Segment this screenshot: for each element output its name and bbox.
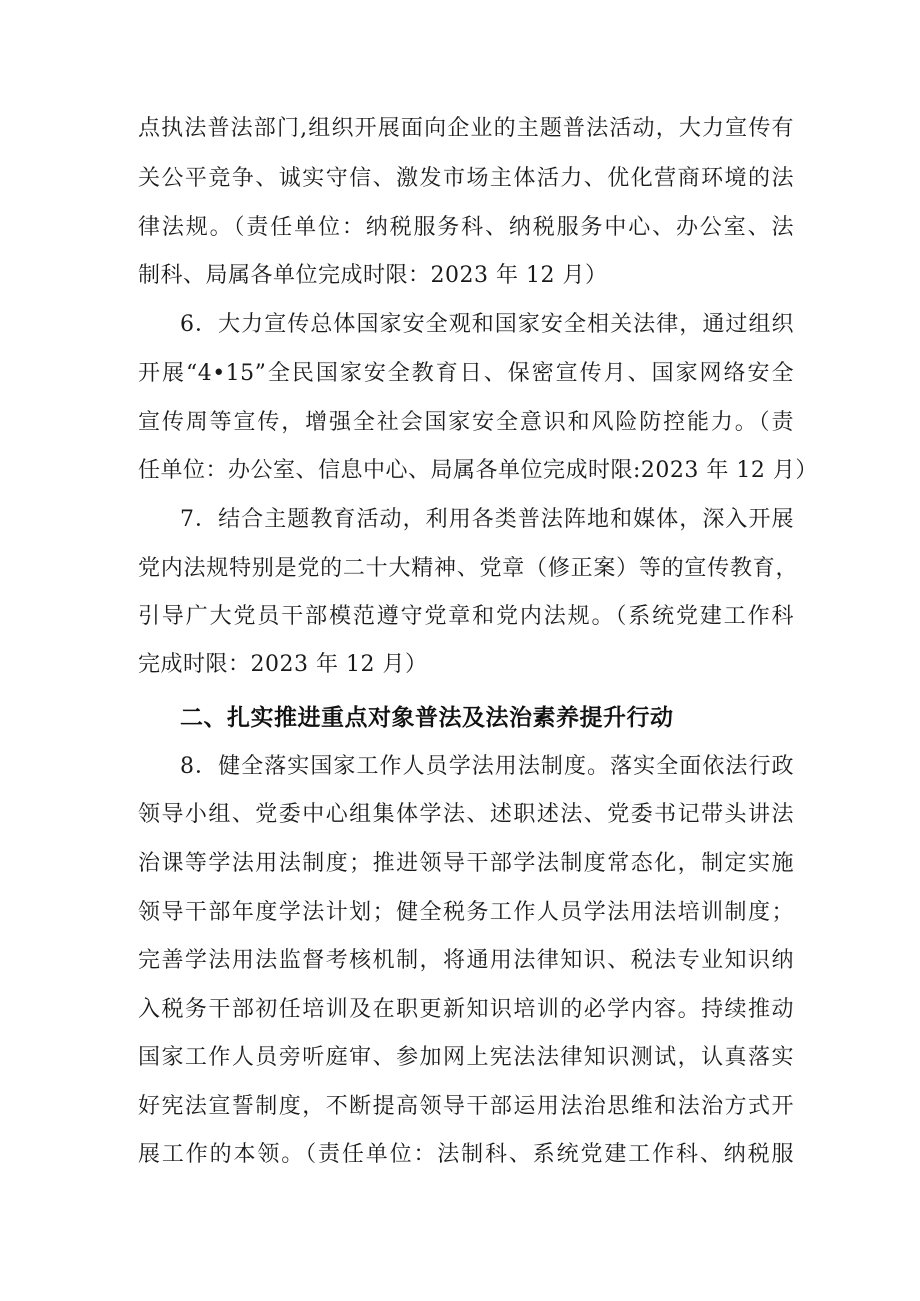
para6-line-4: 任单位：办公室、信息中心、局属各单位完成时限:2023 年 12 月）	[138, 458, 818, 483]
para7-line-4: 完成时限：2023 年 12 月）	[138, 652, 428, 677]
para6-line-2: 开展“4•15”全民国家安全教育日、保密宣传月、国家网络安全	[138, 361, 794, 386]
para7-line-3: 引导广大党员干部模范遵守党章和党内法规。（系统党建工作科	[138, 604, 794, 629]
para8-line-6: 入税务干部初任培训及在职更新知识培训的必学内容。持续推动	[138, 997, 794, 1022]
para8-line-2: 领导小组、党委中心组集体学法、述职述法、党委书记带头讲法	[138, 802, 794, 827]
para5-line-1: 点执法普法部门,组织开展面向企业的主题普法活动，大力宣传有	[138, 116, 794, 141]
para8-line-9: 展工作的本领。（责任单位：法制科、系统党建工作科、纳税服	[138, 1142, 794, 1167]
para6-line-1: 6．大力宣传总体国家安全观和国家安全相关法律，通过组织	[180, 312, 794, 337]
para8-line-7: 国家工作人员旁听庭审、参加网上宪法法律知识测试，认真落实	[138, 1045, 794, 1070]
para5-line-4: 制科、局属各单位完成时限：2023 年 12 月）	[138, 263, 608, 288]
para7-line-2: 党内法规特别是党的二十大精神、党章（修正案）等的宣传教育，	[138, 556, 798, 581]
section-heading: 二、扎实推进重点对象普法及法治素养提升行动	[180, 705, 674, 731]
para5-line-3: 律法规。（责任单位：纳税服务科、纳税服务中心、办公室、法	[138, 215, 794, 240]
para8-line-8: 好宪法宣誓制度，不断提高领导干部运用法治思维和法治方式开	[138, 1094, 794, 1119]
para8-line-5: 完善学法用法监督考核机制，将通用法律知识、税法专业知识纳	[138, 948, 794, 973]
para8-line-3: 治课等学法用法制度；推进领导干部学法制度常态化，制定实施	[138, 851, 794, 876]
para8-line-1: 8．健全落实国家工作人员学法用法制度。落实全面依法行政	[180, 754, 794, 779]
para8-line-4: 领导干部年度学法计划；健全税务工作人员学法用法培训制度；	[138, 900, 794, 925]
para7-line-1: 7．结合主题教育活动，利用各类普法阵地和媒体，深入开展	[180, 507, 794, 532]
para6-line-3: 宣传周等宣传，增强全社会国家安全意识和风险防控能力。（责	[138, 410, 794, 435]
para5-line-2: 关公平竞争、诚实守信、激发市场主体活力、优化营商环境的法	[138, 166, 794, 191]
